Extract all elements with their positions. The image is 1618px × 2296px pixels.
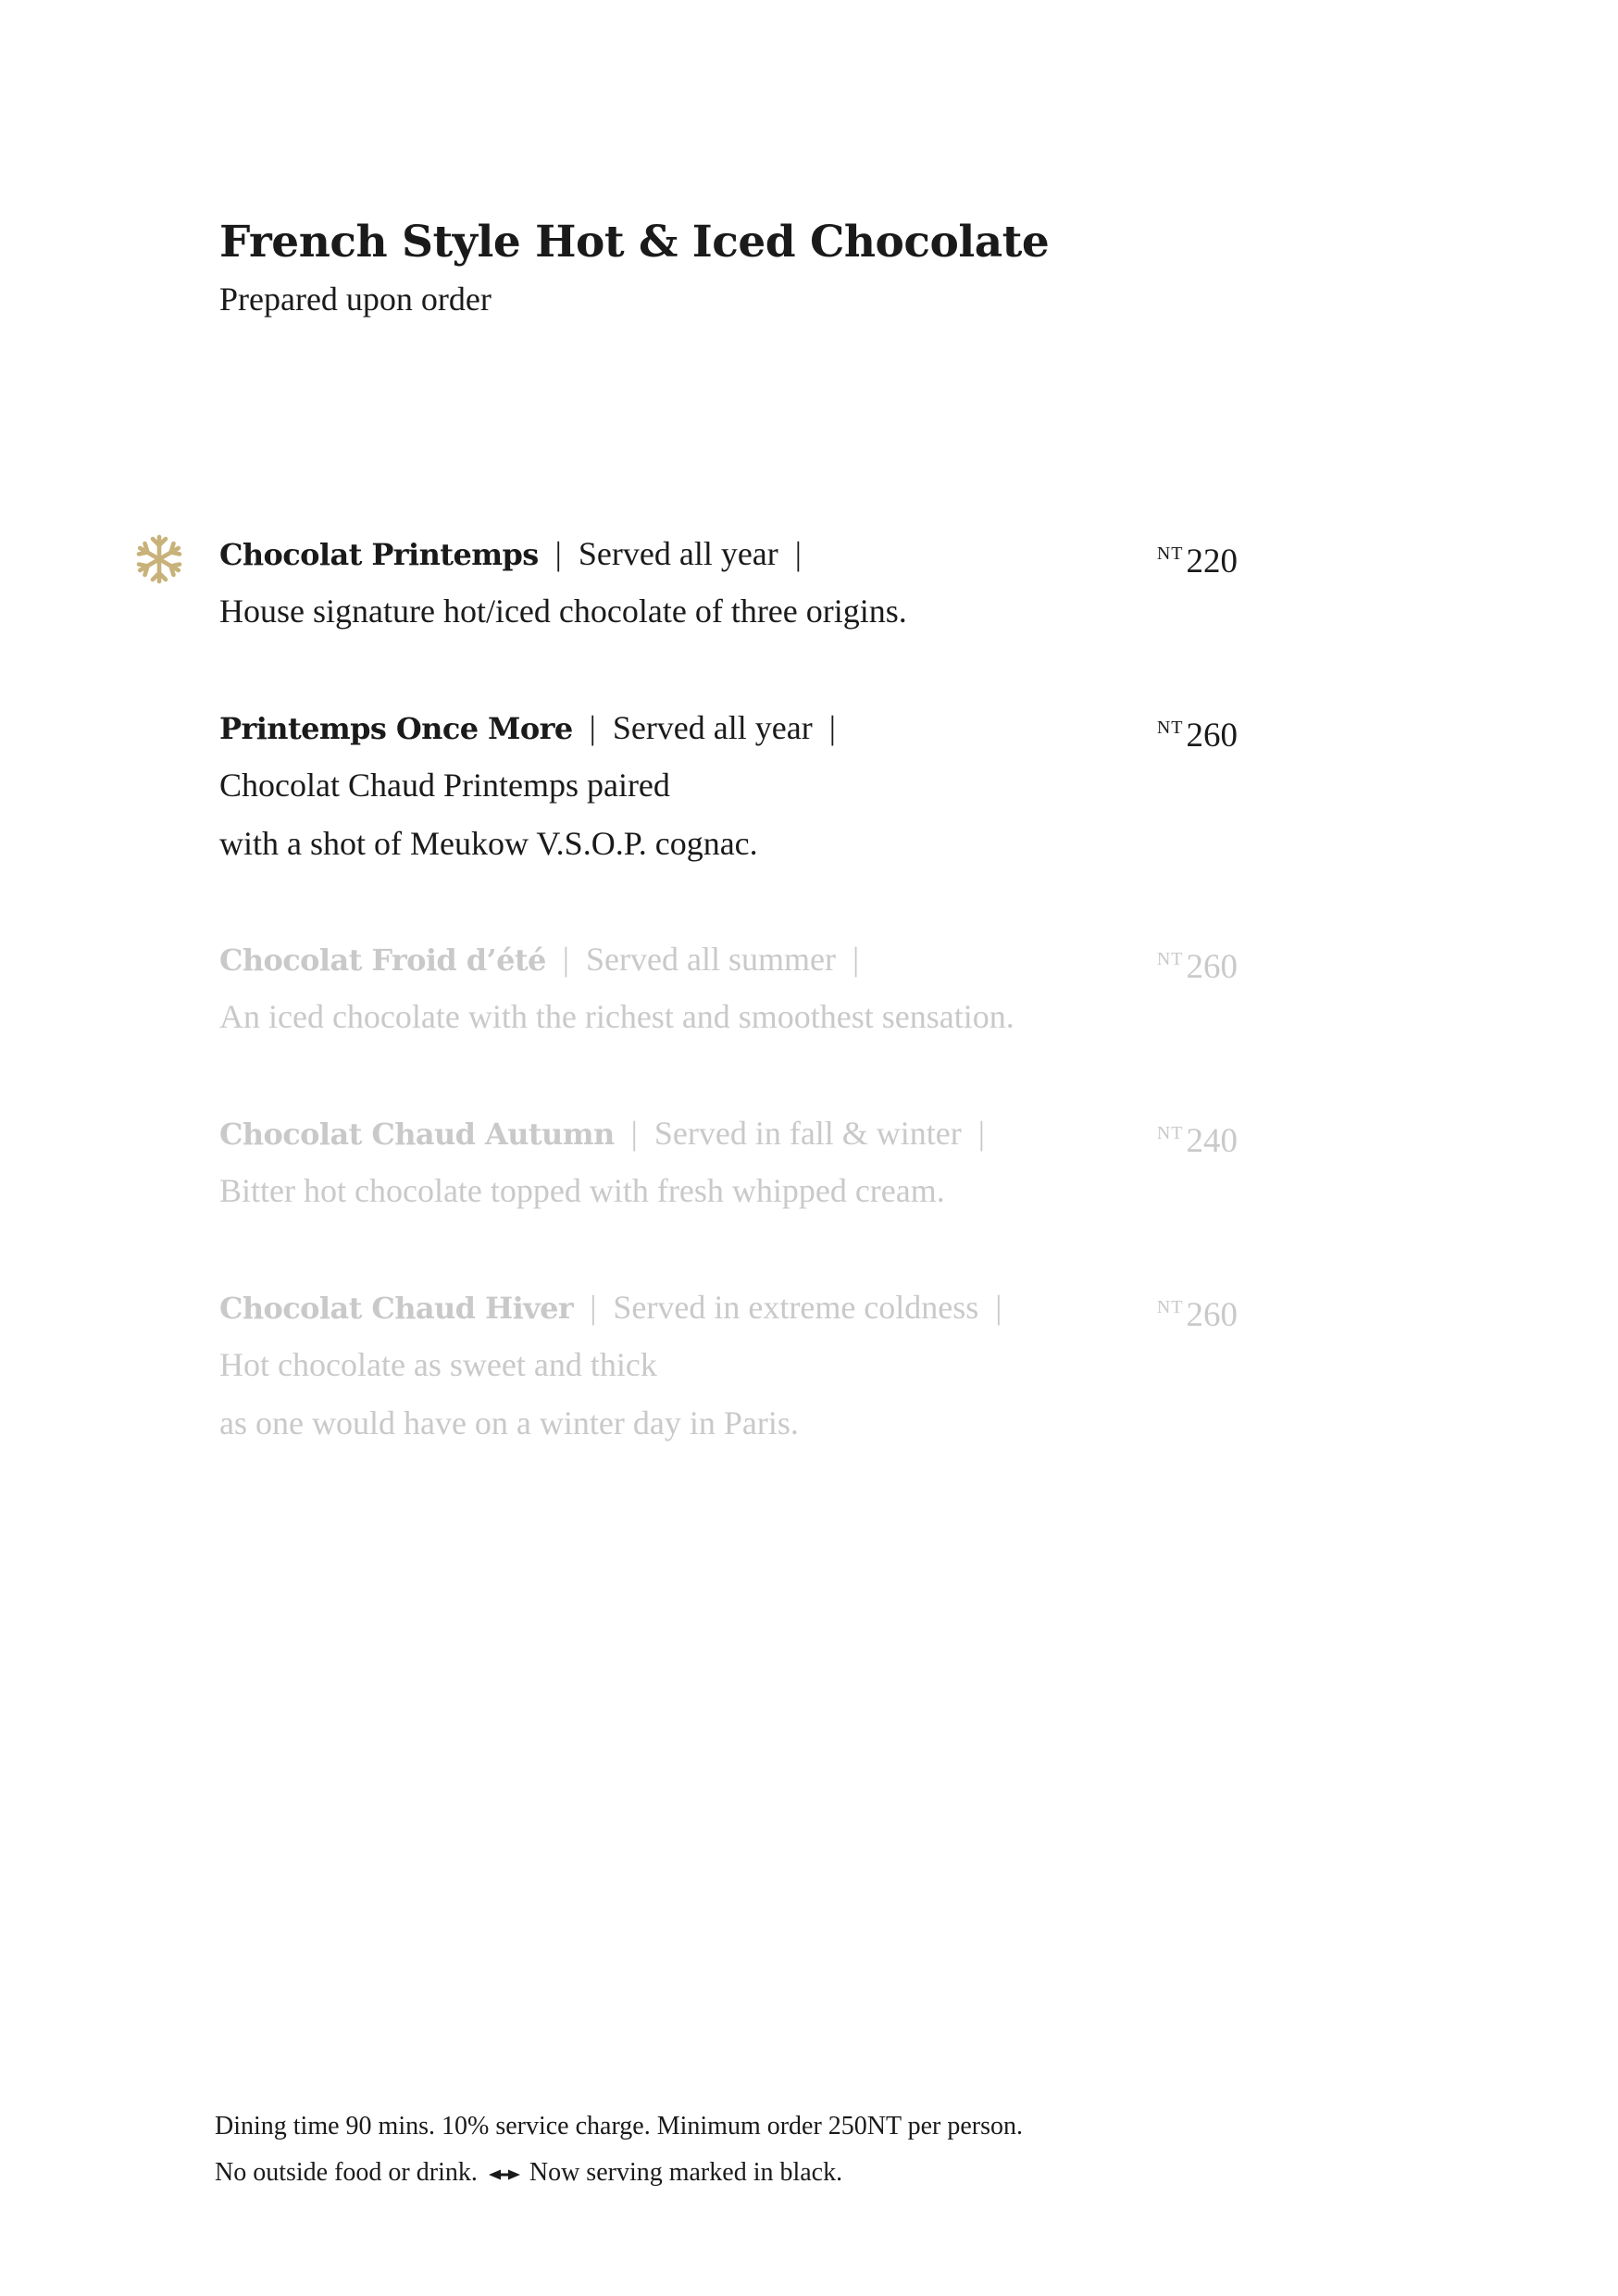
item-description: Bitter hot chocolate topped with fresh whipped cream. bbox=[219, 1172, 945, 1209]
separator: | bbox=[794, 535, 802, 572]
item-description: House signature hot/iced chocolate of three origins. bbox=[219, 593, 907, 630]
price-value: 260 bbox=[1186, 948, 1238, 986]
separator: | bbox=[589, 709, 596, 746]
separator: | bbox=[977, 1115, 985, 1152]
item-description: An iced chocolate with the richest and smoothest sensation. bbox=[219, 998, 1014, 1035]
item-price bbox=[1157, 930, 1238, 996]
menu-item-header bbox=[219, 699, 1238, 756]
menu-item bbox=[219, 699, 1238, 873]
diamond-arrow-icon bbox=[489, 2168, 520, 2181]
menu-item-header bbox=[219, 1104, 1238, 1162]
footer-legend bbox=[215, 2150, 1023, 2196]
menu-item-header bbox=[219, 930, 1238, 988]
separator: | bbox=[995, 1289, 1002, 1326]
item-description: Chocolat Chaud Printemps paired bbox=[219, 767, 670, 804]
price-value: 220 bbox=[1186, 543, 1238, 580]
menu-item bbox=[219, 1279, 1238, 1453]
item-price bbox=[1157, 525, 1238, 591]
currency-label: NT bbox=[1156, 1123, 1184, 1143]
menu-item-header bbox=[219, 1279, 1238, 1336]
item-description: Hot chocolate as sweet and thick bbox=[219, 1346, 657, 1383]
menu-item bbox=[219, 1104, 1238, 1220]
item-name: Chocolat Chaud Hiver bbox=[219, 1291, 574, 1326]
item-description: with a shot of Meukow V.S.O.P. cognac. bbox=[219, 825, 758, 862]
item-season: Served all summer bbox=[586, 941, 836, 978]
item-price bbox=[1157, 1279, 1238, 1344]
footer-policy: Dining time 90 mins. 10% service charge. Minimum order 250NT per person. bbox=[215, 2112, 1024, 2140]
item-name: Printemps Once More bbox=[219, 711, 573, 746]
item-name: Chocolat Froid d’été bbox=[219, 942, 546, 978]
currency-label: NT bbox=[1156, 543, 1184, 564]
currency-label: NT bbox=[1156, 949, 1184, 969]
currency-label: NT bbox=[1156, 718, 1184, 738]
separator: | bbox=[562, 941, 569, 978]
item-price bbox=[1157, 1104, 1238, 1170]
menu-heading bbox=[219, 213, 1238, 322]
footer-notes bbox=[215, 2103, 1023, 2196]
menu-item bbox=[219, 525, 1238, 641]
item-name: Chocolat Chaud Autumn bbox=[219, 1117, 615, 1152]
separator: | bbox=[852, 941, 860, 978]
price-value: 260 bbox=[1186, 717, 1238, 755]
menu-item bbox=[219, 930, 1238, 1046]
item-description: as one would have on a winter day in Paris. bbox=[219, 1404, 799, 1441]
price-value: 240 bbox=[1186, 1122, 1238, 1160]
footer-legend-text: Now serving marked in black. bbox=[529, 2158, 843, 2187]
currency-label: NT bbox=[1156, 1297, 1184, 1317]
menu-item-header bbox=[219, 525, 1238, 582]
separator: | bbox=[590, 1289, 597, 1326]
item-season: Served in extreme coldness bbox=[613, 1289, 979, 1326]
footer-no-outside-food: No outside food or drink. bbox=[215, 2158, 478, 2187]
item-price bbox=[1157, 699, 1238, 765]
page-title: French Style Hot & Iced Chocolate bbox=[219, 217, 1050, 268]
separator: | bbox=[828, 709, 836, 746]
item-season: Served all year bbox=[578, 535, 778, 572]
price-value: 260 bbox=[1186, 1296, 1238, 1334]
item-name: Chocolat Printemps bbox=[219, 537, 539, 572]
snowflake-icon bbox=[133, 533, 185, 585]
item-season: Served all year bbox=[612, 709, 813, 746]
item-season: Served in fall & winter bbox=[653, 1115, 962, 1152]
separator: | bbox=[554, 535, 562, 572]
separator: | bbox=[630, 1115, 638, 1152]
page-subtitle: Prepared upon order bbox=[219, 281, 492, 318]
